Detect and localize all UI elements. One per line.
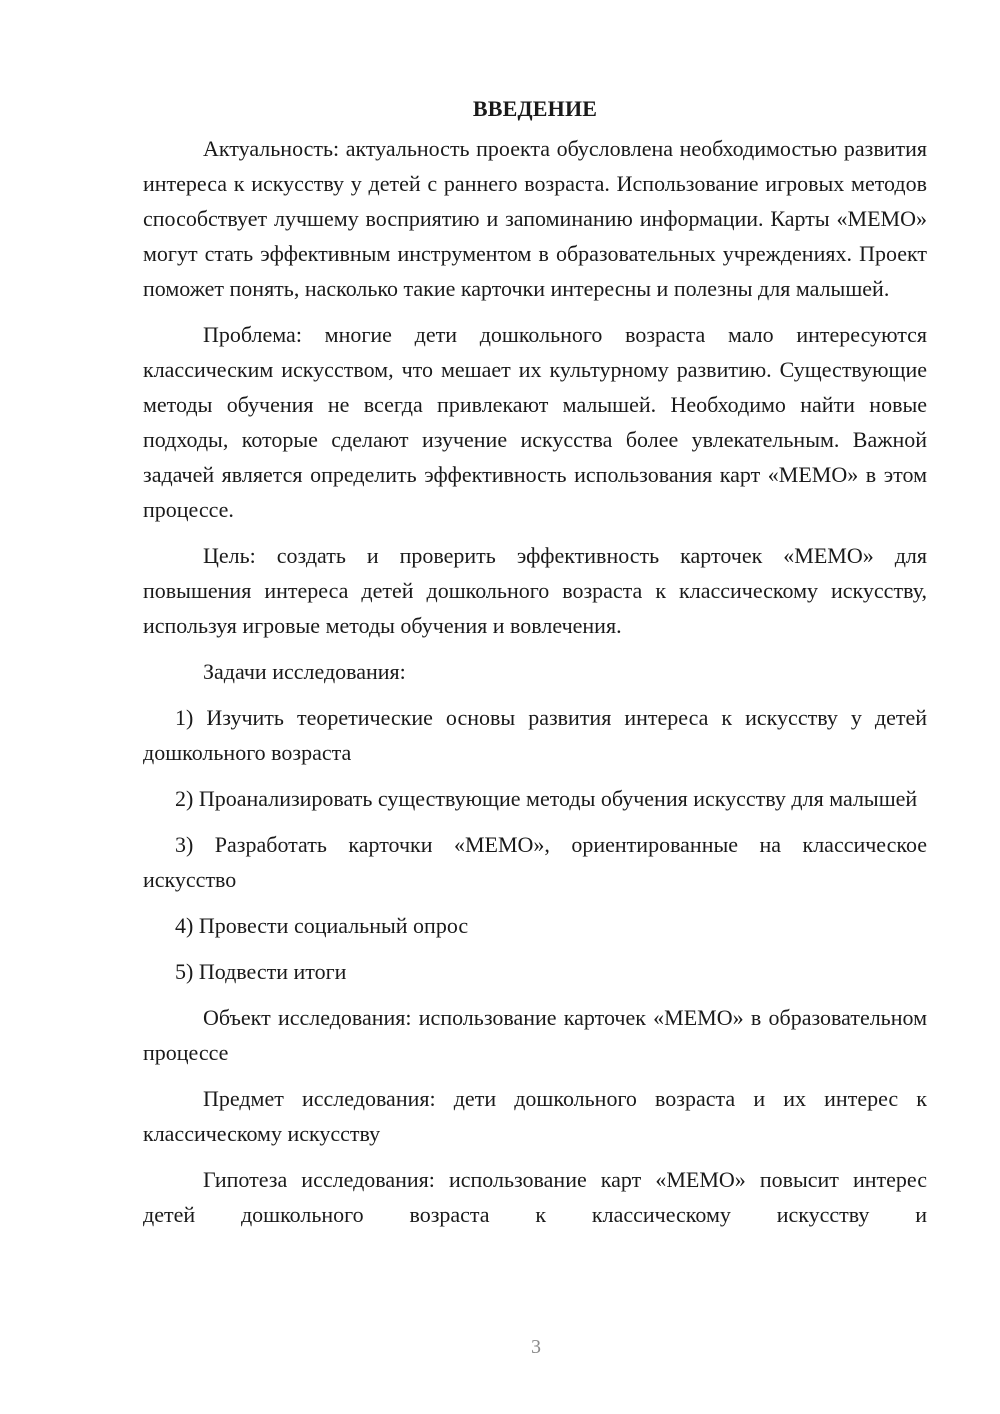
document-body <box>143 90 927 1243</box>
task-item-1: 1) Изучить теоретические основы развития интереса к искусству у детей дошкольного возраста <box>143 705 927 765</box>
paragraph-hypothesis: Гипотеза исследования: использование карт «МЕМО» повысит интерес детей дошкольного возраста к классическому искусству и <box>143 1167 927 1227</box>
paragraph-object: Объект исследования: использование карточек «МЕМО» в образовательном процессе <box>143 1005 927 1065</box>
paragraph-subject: Предмет исследования: дети дошкольного возраста и их интерес к классическому искусству <box>143 1086 927 1146</box>
paragraph-tasks-heading: Задачи исследования: <box>203 659 406 684</box>
task-item-4: 4) Провести социальный опрос <box>175 913 469 938</box>
section-title: ВВЕДЕНИЕ <box>472 96 598 121</box>
task-item-5: 5) Подвести итоги <box>175 959 347 984</box>
paragraph-relevance: Актуальность: актуальность проекта обусловлена необходимостью развития интереса к искусству у детей с раннего возраста. Использование игровых методов способствует лучшему восприятию и запоминанию информации. Карты «МЕМО» могут стать эффективным инструментом в образовательных учреждениях. Проект поможет понять, насколько такие карточки интересны и полезны для малышей. <box>143 136 927 301</box>
task-item-3: 3) Разработать карточки «МЕМО», ориентированные на классическое искусство <box>143 832 927 892</box>
paragraph-goal: Цель: создать и проверить эффективность карточек «МЕМО» для повышения интереса детей дошкольного возраста к классическому искусству, используя игровые методы обучения и вовлечения. <box>143 543 927 638</box>
page-number: 3 <box>531 1336 541 1358</box>
paragraph-problem: Проблема: многие дети дошкольного возраста мало интересуются классическим искусством, что мешает их культурному развитию. Существующие методы обучения не всегда привлекают малышей. Необходимо найти новые подходы, которые сделают изучение искусства более увлекательным. Важной задачей является определить эффективность использования карт «МЕМО» в этом процессе. <box>143 322 927 522</box>
task-item-2: 2) Проанализировать существующие методы обучения искусству для малышей <box>175 786 918 811</box>
